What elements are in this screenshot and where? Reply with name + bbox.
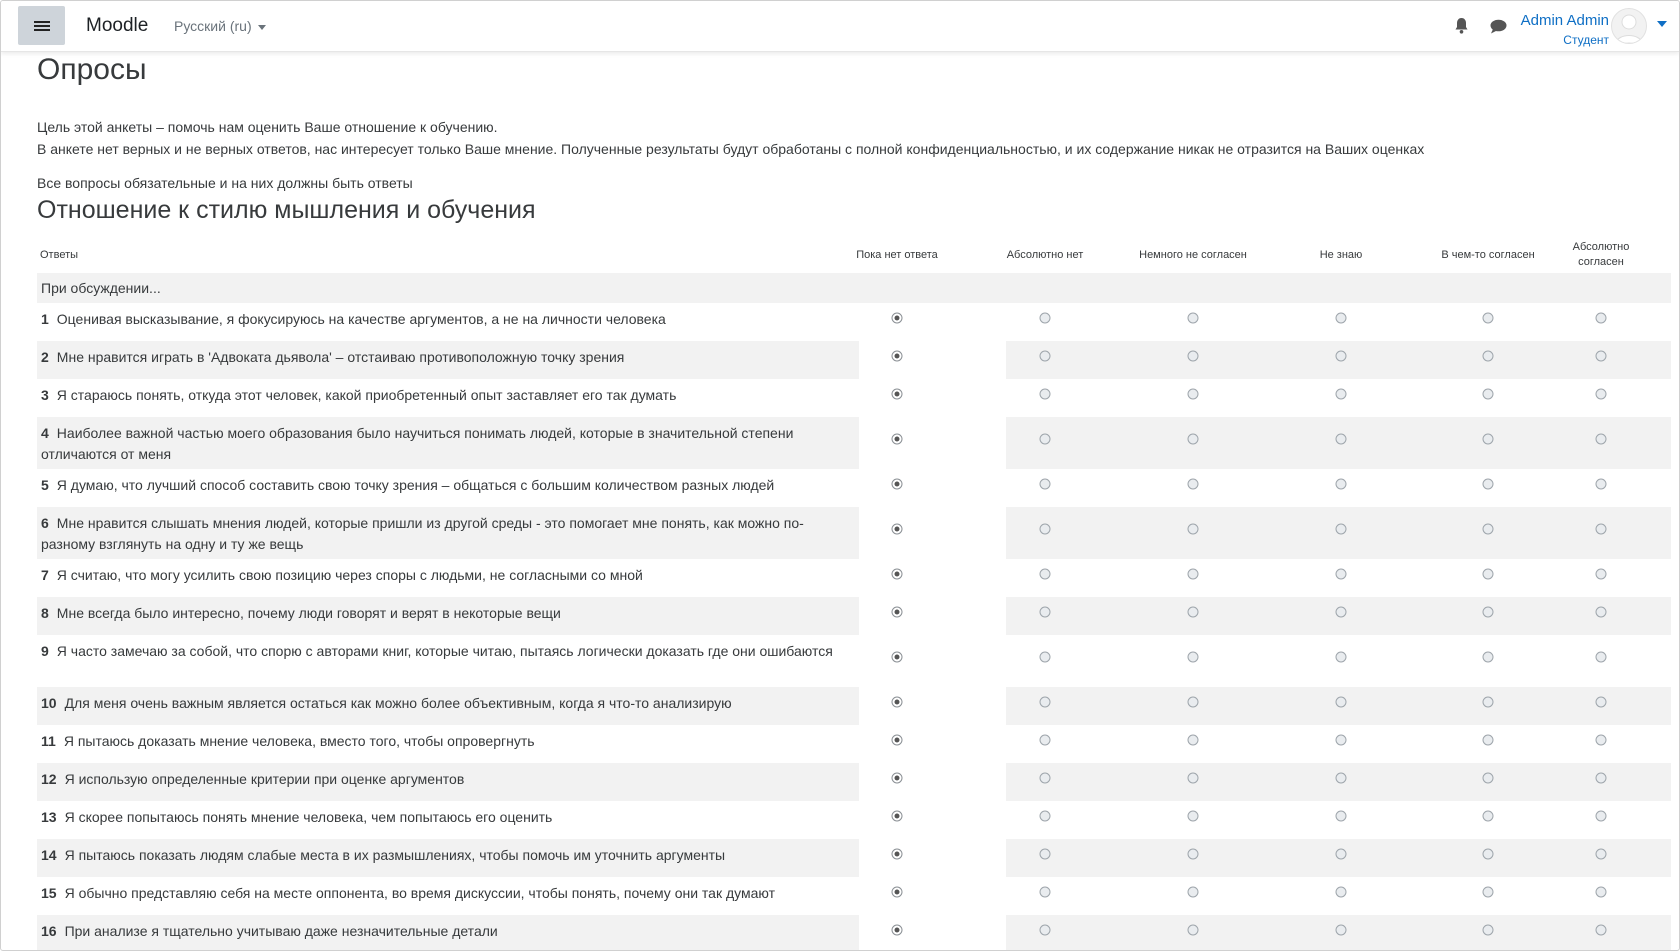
answer-radio-option-1[interactable] — [892, 351, 903, 362]
question-label: Для меня очень важным является остаться как можно более объективным, когда я что-то анализирую — [64, 695, 732, 711]
answer-radio-option-4[interactable] — [1336, 524, 1347, 535]
answer-radio-option-4[interactable] — [1336, 697, 1347, 708]
answer-radio-option-2[interactable] — [1040, 811, 1051, 822]
question-number: 13 — [41, 809, 57, 825]
question-row — [37, 417, 1671, 469]
answer-radio-option-4[interactable] — [1336, 569, 1347, 580]
question-number: 3 — [41, 387, 49, 403]
answer-radio-option-6[interactable] — [1596, 607, 1607, 618]
question-label: Я пытаюсь показать людям слабые места в их размышлениях, чтобы помочь им уточнить аргументы — [64, 847, 726, 863]
answer-radio-option-3[interactable] — [1188, 524, 1199, 535]
language-label: Русский (ru) — [174, 18, 252, 34]
question-row — [37, 915, 1671, 951]
answer-radio-option-5[interactable] — [1483, 811, 1494, 822]
question-label: Мне нравится слышать мнения людей, которые пришли из другой среды - это помогает мне понять, как можно по-разному взглянуть на одну и ту же вещь — [41, 515, 804, 552]
answer-radio-option-1[interactable] — [892, 735, 903, 746]
question-rows — [37, 303, 1671, 951]
question-label: Я обычно представляю себя на месте оппонента, во время дискуссии, чтобы понять, почему они так думают — [64, 885, 776, 901]
question-label: Наиболее важной частью моего образования было научиться понимать людей, которые в значительной степени отличаются от меня — [41, 425, 794, 462]
answer-radio-option-1[interactable] — [892, 887, 903, 898]
answer-radio-option-6[interactable] — [1596, 479, 1607, 490]
answer-radio-option-6[interactable] — [1596, 697, 1607, 708]
navbar — [1, 1, 1679, 52]
answer-radio-option-4[interactable] — [1336, 887, 1347, 898]
answer-radio-option-3[interactable] — [1188, 389, 1199, 400]
answer-radio-option-4[interactable] — [1336, 389, 1347, 400]
answer-radio-option-6[interactable] — [1596, 773, 1607, 784]
answer-radio-option-3[interactable] — [1188, 773, 1199, 784]
question-row — [37, 469, 1671, 507]
question-text — [37, 417, 859, 469]
answer-radio-option-4[interactable] — [1336, 773, 1347, 784]
answer-radio-option-5[interactable] — [1483, 313, 1494, 324]
answer-radio-option-1[interactable] — [892, 313, 903, 324]
column-header-option-6: Абсолютно согласен — [1572, 241, 1630, 268]
notifications-bell-icon[interactable] — [1454, 17, 1469, 39]
answer-radio-option-2[interactable] — [1040, 389, 1051, 400]
answer-radio-option-2[interactable] — [1040, 697, 1051, 708]
answer-radio-option-3[interactable] — [1188, 697, 1199, 708]
site-brand[interactable]: Moodle — [86, 15, 149, 36]
answer-radio-option-4[interactable] — [1336, 351, 1347, 362]
question-text — [37, 597, 859, 635]
question-text — [37, 687, 859, 725]
answer-radio-option-6[interactable] — [1596, 652, 1607, 663]
question-row — [37, 839, 1671, 877]
answer-radio-option-2[interactable] — [1040, 351, 1051, 362]
required-note: Все вопросы обязательные и на них должны быть ответы — [37, 175, 413, 191]
answer-radio-option-1[interactable] — [892, 434, 903, 445]
answer-radio-option-3[interactable] — [1188, 925, 1199, 936]
column-header-option-3: Немного не согласен — [1139, 248, 1247, 261]
answer-radio-option-5[interactable] — [1483, 389, 1494, 400]
question-row — [37, 379, 1671, 417]
answer-radio-option-5[interactable] — [1483, 351, 1494, 362]
question-text — [37, 725, 859, 763]
question-number: 14 — [41, 847, 57, 863]
answer-radio-option-3[interactable] — [1188, 811, 1199, 822]
answer-radio-option-6[interactable] — [1596, 434, 1607, 445]
question-number: 7 — [41, 567, 49, 583]
question-number: 9 — [41, 643, 49, 659]
answer-radio-option-3[interactable] — [1188, 607, 1199, 618]
question-text — [37, 763, 859, 801]
answer-radio-option-1[interactable] — [892, 773, 903, 784]
answer-radio-option-2[interactable] — [1040, 735, 1051, 746]
user-avatar[interactable] — [1611, 8, 1647, 44]
answer-radio-option-6[interactable] — [1596, 569, 1607, 580]
question-number: 4 — [41, 425, 49, 441]
intro-line-2: В анкете нет верных и не верных ответов, нас интересует только Ваше мнение. Полученные результаты будут обработаны с полной конфиденциальностью, и их содержание никак не отразится на Ваших оценках — [37, 141, 1425, 157]
answer-radio-option-2[interactable] — [1040, 925, 1051, 936]
question-number: 15 — [41, 885, 57, 901]
question-label: При анализе я тщательно учитываю даже незначительные детали — [64, 923, 498, 939]
question-row — [37, 801, 1671, 839]
question-row — [37, 341, 1671, 379]
question-number: 11 — [41, 733, 56, 749]
answer-radio-option-2[interactable] — [1040, 652, 1051, 663]
question-text — [37, 303, 859, 341]
question-text — [37, 915, 859, 951]
answer-radio-option-1[interactable] — [892, 607, 903, 618]
question-label: Я считаю, что могу усилить свою позицию через споры с людьми, не согласными со мной — [56, 567, 643, 583]
section-title: Отношение к стилю мышления и обучения — [37, 196, 536, 224]
answer-radio-option-5[interactable] — [1483, 524, 1494, 535]
answer-radio-option-5[interactable] — [1483, 479, 1494, 490]
answer-radio-option-4[interactable] — [1336, 434, 1347, 445]
question-number: 5 — [41, 477, 49, 493]
answer-radio-option-1[interactable] — [892, 524, 903, 535]
answer-radio-option-3[interactable] — [1188, 313, 1199, 324]
answer-radio-option-5[interactable] — [1483, 849, 1494, 860]
question-number: 8 — [41, 605, 49, 621]
question-row — [37, 597, 1671, 635]
answer-radio-option-1[interactable] — [892, 849, 903, 860]
question-label: Оценивая высказывание, я фокусируюсь на качестве аргументов, а не на личности человека — [56, 311, 666, 327]
answer-radio-option-4[interactable] — [1336, 607, 1347, 618]
question-label: Я использую определенные критерии при оценке аргументов — [64, 771, 465, 787]
answer-radio-option-2[interactable] — [1040, 887, 1051, 898]
column-header-option-1: Пока нет ответа — [856, 248, 938, 261]
answer-radio-option-3[interactable] — [1188, 351, 1199, 362]
survey-table — [37, 237, 1671, 951]
column-header-option-5: В чем-то согласен — [1441, 248, 1535, 261]
question-label: Я стараюсь понять, откуда этот человек, какой приобретенный опыт заставляет его так думать — [56, 387, 677, 403]
question-row — [37, 687, 1671, 725]
question-text — [37, 469, 859, 507]
messages-chat-icon[interactable] — [1490, 19, 1507, 39]
answer-radio-option-1[interactable] — [892, 389, 903, 400]
answer-radio-option-6[interactable] — [1596, 849, 1607, 860]
column-header-option-4: Не знаю — [1319, 248, 1363, 261]
answer-radio-option-5[interactable] — [1483, 569, 1494, 580]
question-label: Мне всегда было интересно, почему люди говорят и верят в некоторые вещи — [56, 605, 561, 621]
column-header-option-2: Абсолютно нет — [1006, 248, 1084, 261]
answer-radio-option-4[interactable] — [1336, 811, 1347, 822]
menu-toggle-button[interactable] — [18, 6, 65, 45]
question-number: 2 — [41, 349, 49, 365]
answer-radio-option-4[interactable] — [1336, 925, 1347, 936]
question-label: Мне нравится играть в 'Адвоката дьявола' – отстаиваю противоположную точку зрения — [56, 349, 625, 365]
answer-radio-option-3[interactable] — [1188, 652, 1199, 663]
question-row — [37, 507, 1671, 559]
question-number: 6 — [41, 515, 49, 531]
answer-radio-option-6[interactable] — [1596, 811, 1607, 822]
answer-radio-option-5[interactable] — [1483, 607, 1494, 618]
question-text — [37, 341, 859, 379]
group-label-row: При обсуждении... — [37, 273, 1671, 303]
question-label: Я часто замечаю за собой, что спорю с авторами книг, которые читаю, пытаясь логически доказать где они ошибаются — [56, 643, 833, 659]
user-menu-chevron-icon[interactable] — [1657, 21, 1667, 27]
question-row — [37, 725, 1671, 763]
answer-radio-option-2[interactable] — [1040, 313, 1051, 324]
question-label: Я пытаюсь доказать мнение человека, вместо того, чтобы опровергнуть — [63, 733, 535, 749]
answer-radio-option-5[interactable] — [1483, 887, 1494, 898]
question-text — [37, 877, 859, 915]
answer-radio-option-2[interactable] — [1040, 607, 1051, 618]
answer-radio-option-3[interactable] — [1188, 434, 1199, 445]
answer-radio-option-5[interactable] — [1483, 697, 1494, 708]
answer-radio-option-6[interactable] — [1596, 887, 1607, 898]
table-header-row — [37, 237, 1671, 273]
answer-radio-option-3[interactable] — [1188, 479, 1199, 490]
answer-radio-option-6[interactable] — [1596, 524, 1607, 535]
answer-radio-option-6[interactable] — [1596, 313, 1607, 324]
question-number: 12 — [41, 771, 57, 787]
answer-radio-option-1[interactable] — [892, 479, 903, 490]
answer-radio-option-3[interactable] — [1188, 569, 1199, 580]
answer-radio-option-4[interactable] — [1336, 652, 1347, 663]
question-row — [37, 877, 1671, 915]
user-role: Студент — [1563, 33, 1609, 47]
chevron-down-icon — [258, 25, 266, 30]
answer-radio-option-6[interactable] — [1596, 351, 1607, 362]
answer-radio-option-1[interactable] — [892, 925, 903, 936]
language-menu[interactable] — [174, 18, 266, 34]
page-title: Опросы — [37, 53, 147, 86]
answer-radio-option-6[interactable] — [1596, 735, 1607, 746]
answer-radio-option-3[interactable] — [1188, 849, 1199, 860]
question-number: 10 — [41, 695, 57, 711]
question-number: 16 — [41, 923, 57, 939]
hamburger-icon — [34, 20, 50, 32]
answer-radio-option-1[interactable] — [892, 569, 903, 580]
answer-radio-option-5[interactable] — [1483, 925, 1494, 936]
question-label: Я скорее попытаюсь понять мнение человека, чем попытаюсь его оценить — [64, 809, 553, 825]
answer-radio-option-4[interactable] — [1336, 735, 1347, 746]
question-row — [37, 303, 1671, 341]
question-text — [37, 507, 859, 559]
question-row — [37, 763, 1671, 801]
answer-radio-option-2[interactable] — [1040, 773, 1051, 784]
intro-line-1: Цель этой анкеты – помочь нам оценить Ваше отношение к обучению. — [37, 119, 498, 135]
question-text — [37, 635, 859, 687]
answer-radio-option-3[interactable] — [1188, 735, 1199, 746]
answer-radio-option-5[interactable] — [1483, 434, 1494, 445]
answer-radio-option-6[interactable] — [1596, 925, 1607, 936]
question-text — [37, 559, 859, 597]
question-row — [37, 559, 1671, 597]
answer-radio-option-6[interactable] — [1596, 389, 1607, 400]
question-label: Я думаю, что лучший способ составить свою точку зрения – общаться с большим количеством разных людей — [56, 477, 775, 493]
column-header-answers: Ответы — [40, 248, 79, 261]
answer-radio-option-2[interactable] — [1040, 849, 1051, 860]
user-name[interactable]: Admin Admin — [1520, 12, 1609, 29]
answer-radio-option-5[interactable] — [1483, 773, 1494, 784]
question-row — [37, 635, 1671, 687]
answer-radio-option-2[interactable] — [1040, 434, 1051, 445]
answer-radio-option-1[interactable] — [892, 652, 903, 663]
question-text — [37, 379, 859, 417]
question-number: 1 — [41, 311, 49, 327]
answer-radio-option-1[interactable] — [892, 697, 903, 708]
answer-radio-option-2[interactable] — [1040, 479, 1051, 490]
answer-radio-option-4[interactable] — [1336, 479, 1347, 490]
question-text — [37, 801, 859, 839]
answer-radio-option-5[interactable] — [1483, 652, 1494, 663]
answer-radio-option-4[interactable] — [1336, 849, 1347, 860]
answer-radio-option-1[interactable] — [892, 811, 903, 822]
answer-radio-option-2[interactable] — [1040, 569, 1051, 580]
answer-radio-option-5[interactable] — [1483, 735, 1494, 746]
answer-radio-option-2[interactable] — [1040, 524, 1051, 535]
question-text — [37, 839, 859, 877]
survey-intro — [37, 116, 1424, 160]
answer-radio-option-3[interactable] — [1188, 887, 1199, 898]
answer-radio-option-4[interactable] — [1336, 313, 1347, 324]
